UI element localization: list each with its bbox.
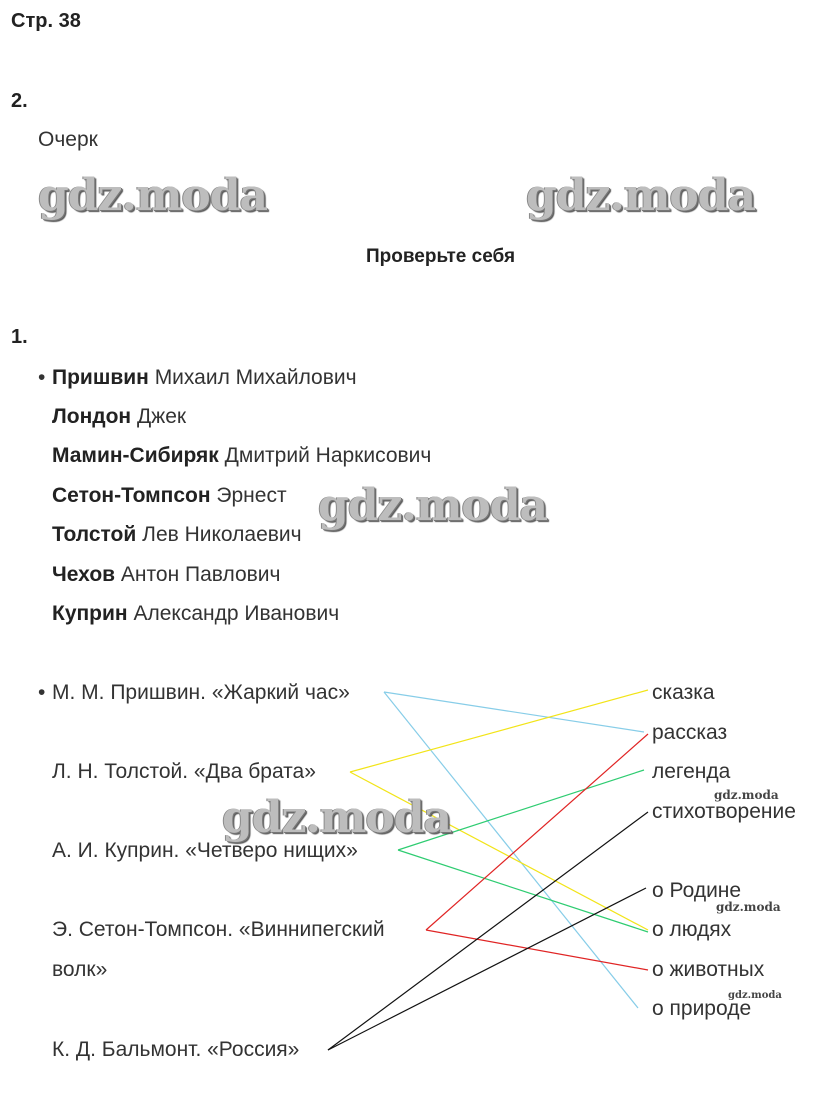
task-2-number: 2.	[11, 90, 28, 112]
watermark-logo: gdz.moda	[38, 170, 268, 221]
connection-line	[426, 930, 648, 970]
topic-item: о Родине	[652, 879, 742, 902]
author-surname: Толстой	[52, 523, 137, 546]
author-surname: Пришвин	[52, 366, 149, 389]
watermark-logo: gdz.moda	[526, 170, 756, 221]
task-2-answer: Очерк	[38, 128, 98, 151]
work-item: Л. Н. Толстой. «Два брата»	[52, 760, 316, 783]
task-1-number: 1.	[11, 326, 28, 348]
author-surname: Мамин-Сибиряк	[52, 444, 219, 467]
author-name: Михаил Михайлович	[154, 366, 357, 389]
author-surname: Лондон	[52, 405, 132, 428]
connection-line	[328, 888, 646, 1050]
watermark-logo: gdz.moda	[318, 480, 548, 531]
author-surname: Сетон-Томпсон	[52, 484, 211, 507]
watermark-small: gdz.moda	[714, 788, 779, 802]
page-label: Стр. 38	[11, 10, 81, 32]
author-name: Антон Павлович	[120, 563, 281, 586]
author-name: Александр Иванович	[133, 602, 340, 625]
watermark-small: gdz.moda	[728, 990, 782, 1001]
genre-item: рассказ	[652, 721, 728, 744]
work-item: А. И. Куприн. «Четверо нищих»	[52, 839, 358, 862]
work-item-continuation: волк»	[52, 958, 108, 981]
genre-item: стихотворение	[652, 800, 796, 823]
connection-line	[384, 692, 638, 1008]
author-name: Дмитрий Наркисович	[224, 444, 432, 467]
connection-line	[398, 850, 648, 932]
topic-item: о животных	[652, 958, 765, 981]
author-name: Эрнест	[216, 484, 287, 507]
work-item: К. Д. Бальмонт. «Россия»	[52, 1038, 300, 1061]
topic-item: о людях	[652, 918, 732, 941]
work-item: Э. Сетон-Томпсон. «Виннипегский	[52, 918, 385, 941]
genre-item: сказка	[652, 681, 715, 704]
bullet: •	[38, 681, 46, 704]
bullet: •	[38, 366, 46, 389]
connection-line	[350, 690, 648, 772]
genre-item: легенда	[652, 760, 731, 783]
connection-line	[426, 734, 648, 930]
author-name: Джек	[136, 405, 187, 428]
author-surname: Чехов	[52, 563, 116, 586]
author-surname: Куприн	[52, 602, 128, 625]
topic-item: о природе	[652, 997, 752, 1020]
watermark-small: gdz.moda	[716, 900, 781, 914]
section-title: Проверьте себя	[366, 246, 516, 267]
work-item: М. М. Пришвин. «Жаркий час»	[52, 681, 350, 704]
author-name: Лев Николаевич	[142, 523, 302, 546]
watermark-logo: gdz.moda	[222, 792, 452, 843]
connection-line	[384, 692, 644, 732]
